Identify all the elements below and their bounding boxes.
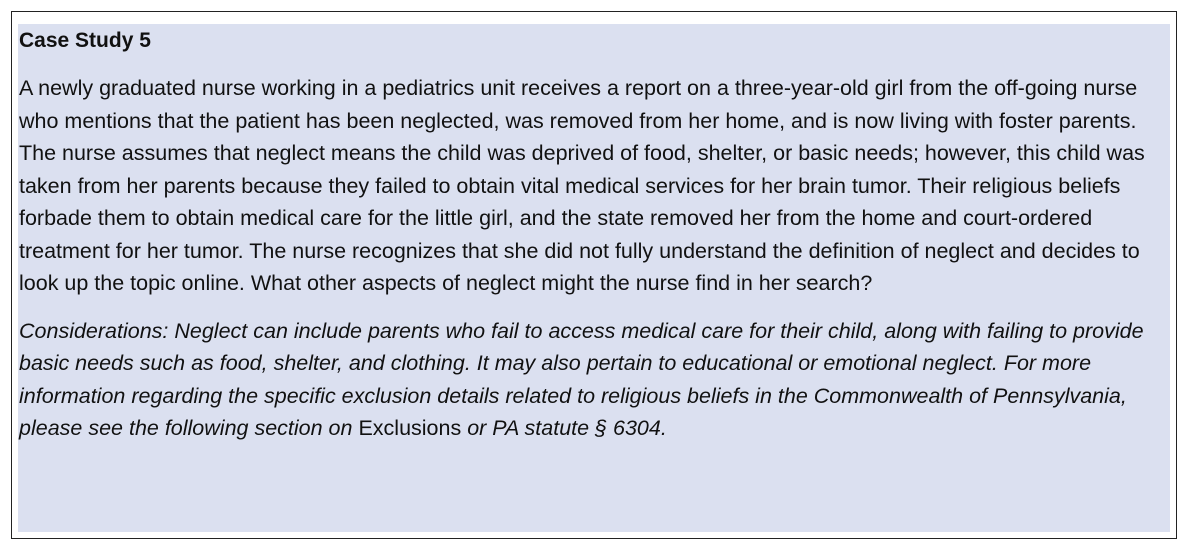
case-study-panel (18, 24, 1170, 532)
case-study-body: A newly graduated nurse working in a pediatrics unit receives a report on a three-year-old girl from the off-going nurse who mentions that the patient has been neglected, was removed from her home, and is now living with foster parents. The nurse assumes that neglect means the child was deprived of food, shelter, or basic needs; however, this child was taken from her parents because they failed to obtain vital medical services for her brain tumor. Their religious beliefs forbade them to obtain medical care for the little girl, and the state removed her from the home and court-ordered treatment for her tumor. The nurse recognizes that she did not fully understand the definition of neglect and decides to look up the topic online. What other aspects of neglect might the nurse find in her search? (19, 76, 1145, 295)
case-study-title: Case Study 5 (19, 29, 151, 52)
case-study-box (11, 11, 1177, 539)
considerations-text: Considerations: Neglect can include parents who fail to access medical care for their child, along with failing to provide basic needs such as food, shelter, and clothing. It may also pertain to educational or emotional neglect. For more information regarding the specific exclusion details related to religious beliefs in the Commonwealth of Pennsylvania, please see the following section on (19, 318, 1144, 440)
statute-reference: or PA statute § 6304. (461, 416, 667, 440)
exclusions-link[interactable]: Exclusions (358, 416, 462, 440)
considerations-paragraph (19, 315, 1170, 445)
